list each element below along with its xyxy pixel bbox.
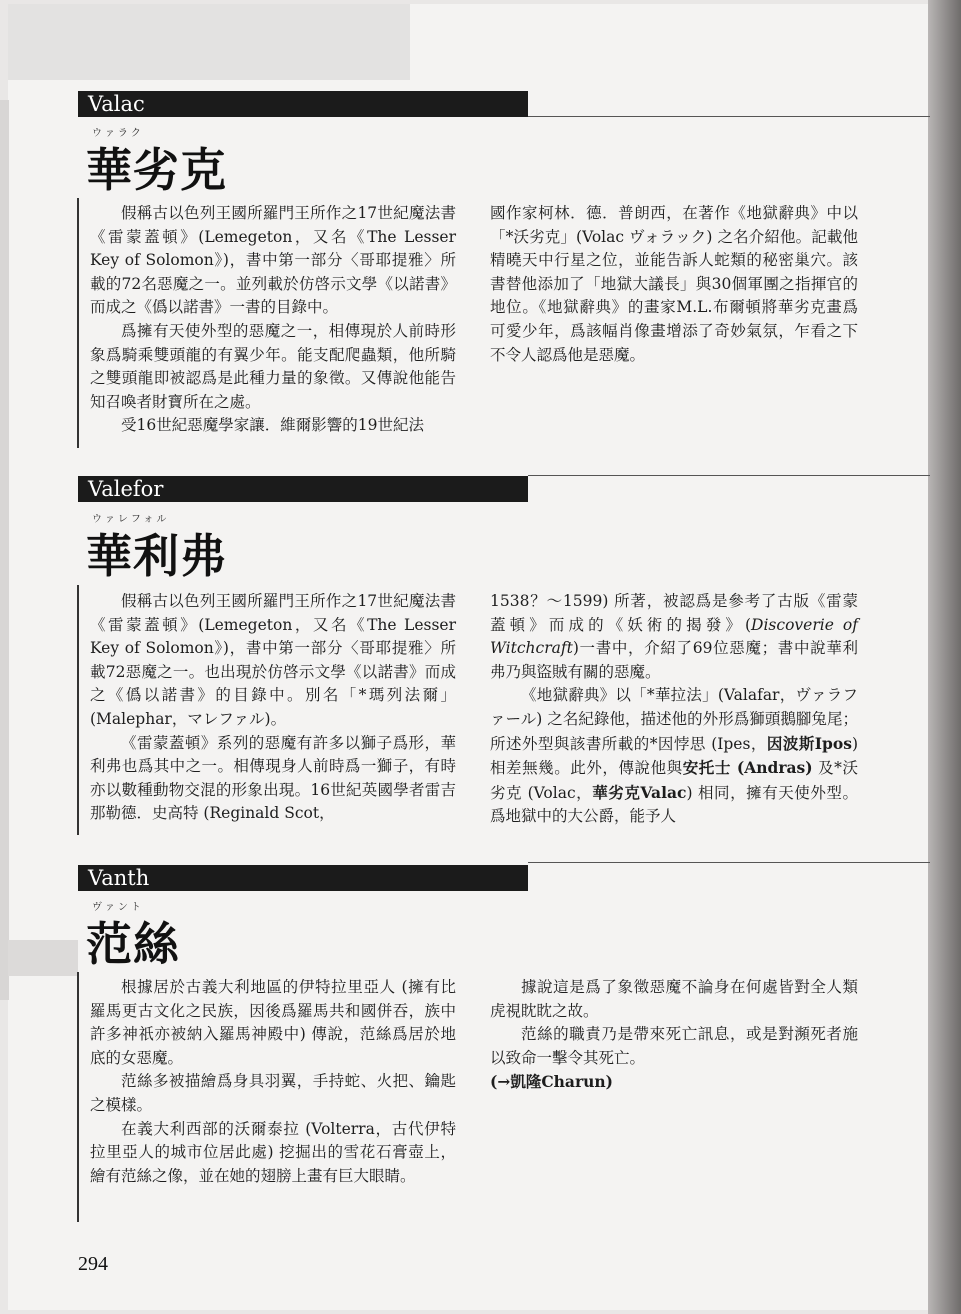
paragraph <box>490 590 858 684</box>
left-column <box>90 590 456 826</box>
paragraph: 受16世紀惡魔學家讓．維爾影響的19世紀法 <box>121 416 424 435</box>
right-column <box>490 202 858 367</box>
header-rule <box>528 862 930 863</box>
paragraph: 根據居於古義大利地區的伊特拉里亞人 (擁有比羅馬更古文化之民族，因後爲羅馬共和國併吞，族中許多神祇亦被納入羅馬神殿中) 傳說，范絲爲居於地底的女惡魔。 <box>90 978 456 1067</box>
book-title-italic: Discoverie of Witchcraft <box>490 615 858 658</box>
left-column <box>90 976 456 1188</box>
column-rule <box>77 198 79 448</box>
text-run: 1538？～1599) 所著，被認爲是參考了古版《雷蒙蓋頓》而成的《妖術的揭發》( <box>490 592 858 634</box>
entry-header-valac: Valac <box>78 91 528 117</box>
cross-reference: 安托士 (Andras) <box>682 758 813 778</box>
column-rule <box>77 585 79 835</box>
entry-header-valefor: Valefor <box>78 476 528 502</box>
header-rule <box>528 116 930 117</box>
paragraph: 《雷蒙蓋頓》系列的惡魔有許多以獅子爲形，華利弗也爲其中之一。相傳現身人前時爲一獅子，有時亦以數種動物交混的形象出現。16世紀英國學者雷吉那勒德．史高特 (Reginald Scot， <box>90 733 456 823</box>
page-number: 294 <box>78 1253 108 1275</box>
text-run: ) 相差無幾。此外，傳說他與 <box>490 734 858 778</box>
paragraph: 據說這是爲了象徵惡魔不論身在何處皆對全人類虎視眈眈之故。 <box>490 978 858 1020</box>
paragraph: 爲擁有天使外型的惡魔之一，相傳現於人前時形象爲騎乘雙頭龍的有翼少年。能支配爬蟲類，他所騎之雙頭龍即被認爲是此種力量的象徵。又傳說他能告知召喚者財寶所在之處。 <box>90 321 456 411</box>
kana-reading: ウァレフォル <box>92 514 170 525</box>
page-edge-shadow <box>928 0 961 1314</box>
right-column <box>490 976 858 1094</box>
left-column <box>90 202 456 438</box>
scan-artifact-gray <box>8 940 78 976</box>
text-run: 及*沃劣克 (Volac， <box>490 759 858 802</box>
paragraph: 范絲多被描繪爲身具羽翼，手持蛇、火把、鑰匙之模樣。 <box>90 1072 456 1114</box>
header-rule <box>528 475 930 476</box>
entry-title: 華劣克 <box>86 143 227 197</box>
column-rule <box>77 972 79 1222</box>
scan-artifact-top <box>8 4 410 80</box>
text-run: 《地獄辭典》以「*華拉法」(Valafar，ヴァラファール) 之名紀錄他，描述他的外形爲獅頭鵝腳兔尾；所述外型與該書所載的*因悖思 (Ipes， <box>490 686 858 753</box>
paragraph: 國作家柯林．德．普朗西，在著作《地獄辭典》中以「*沃劣克」(Volac ヴォラック) 之名介紹他。記載他精曉天中行星之位，並能告訴人蛇類的秘密巢穴。該書替他添加了「地獄大議長」與30個軍團之指揮官的地位。《地獄辭典》的畫家M.L.布爾頓將華劣克畫爲可愛少年，爲該幅肖像畫增添了奇妙氣氛，乍看之下不令人認爲他是惡魔。 <box>490 204 858 364</box>
see-also-reference: (→凱隆Charun) <box>490 1072 614 1092</box>
kana-reading: ヴァント <box>92 902 144 913</box>
entry-title: 華利弗 <box>86 529 227 583</box>
paragraph <box>490 684 858 829</box>
paragraph: 假稱古以色列王國所羅門王所作之17世紀魔法書《雷蒙蓋頓》(Lemegeton，又名《The Lesser Key of Solomon》)，書中第一部分〈哥耶提雅〉所載72惡魔之一。也出現於仿啓示文學《以諾書》而成之《僞以諾書》的目錄中。別名「*瑪列法爾」(Malephar，マレファル)。 <box>90 592 456 728</box>
entry-header-vanth: Vanth <box>78 865 528 891</box>
right-column <box>490 590 858 829</box>
text-run: )一書中，介紹了69位惡魔；書中說華利弗乃與盜賊有關的惡魔。 <box>490 639 858 681</box>
kana-reading: ウァラク <box>92 128 144 139</box>
cross-reference: 因波斯Ipos <box>766 733 852 753</box>
scan-artifact-left <box>0 100 9 1000</box>
paragraph: 范絲的職責乃是帶來死亡訊息，或是對瀕死者施以致命一擊令其死亡。 <box>490 1025 858 1067</box>
cross-reference: 華劣克Valac <box>592 782 687 802</box>
paragraph: 在義大利西部的沃爾泰拉 (Volterra，古代伊特拉里亞人的城市位居此處) 挖掘出的雪花石膏壺上，繪有范絲之像，並在她的翅膀上畫有巨大眼睛。 <box>90 1119 456 1185</box>
paragraph: 假稱古以色列王國所羅門王所作之17世紀魔法書《雷蒙蓋頓》(Lemegeton，又名《The Lesser Key of Solomon》)，書中第一部分〈哥耶提雅〉所載的72名惡魔之一。並列載於仿啓示文學《以諾書》而成之《僞以諾書》一書的目錄中。 <box>90 204 456 317</box>
entry-title: 范絲 <box>86 917 180 971</box>
text-run: ) 相同，擁有天使外型。爲地獄中的大公爵，能予人 <box>490 783 858 826</box>
